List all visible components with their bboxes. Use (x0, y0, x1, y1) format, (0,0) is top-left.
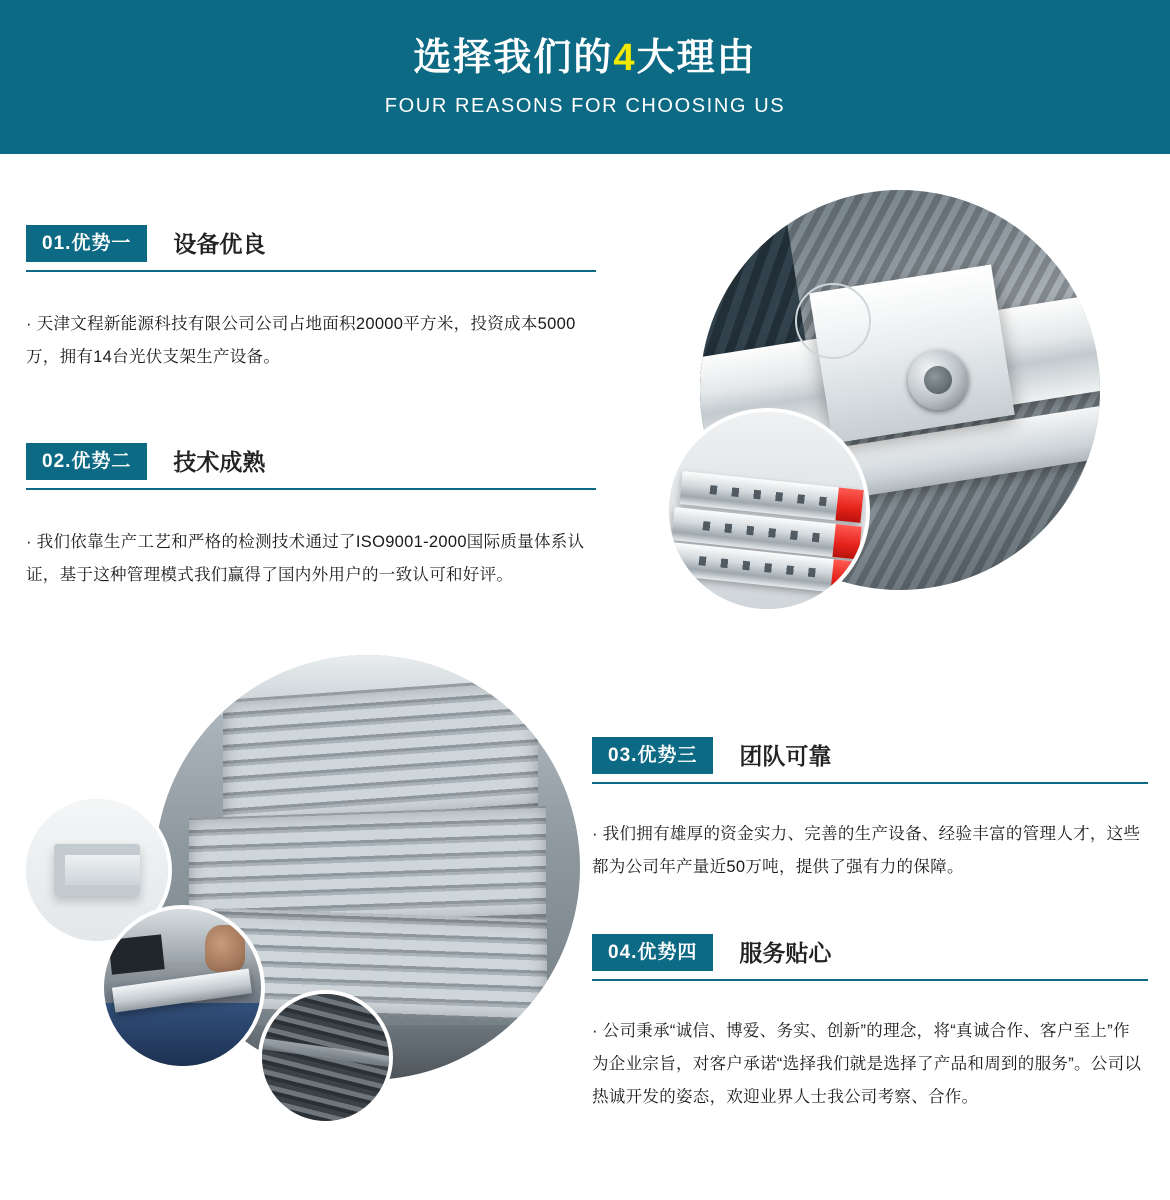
purlin-bundle (223, 678, 538, 827)
reason-block-4 (592, 934, 1148, 1114)
reason-3-rule (592, 782, 1148, 784)
reason-2-tag: 02.优势二 (26, 443, 147, 480)
c-profile-shape (54, 844, 139, 895)
reason-4-rule (592, 979, 1148, 981)
page-title (413, 36, 756, 82)
reason-1-rule (26, 270, 596, 272)
reason-1-tag: 01.优势一 (26, 225, 147, 262)
reason-3-title: 团队可靠 (739, 743, 832, 769)
steel-coil-bundle-photo (258, 990, 393, 1125)
reason-2-head (26, 443, 596, 480)
production-line-photo (100, 905, 265, 1070)
reason-3-text: · 我们拥有雄厚的资金实力、完善的生产设备、经验丰富的管理人才，这些都为公司年产量近50万吨，提供了强有力的保障。 (592, 825, 1141, 876)
reason-2-text: · 我们依靠生产工艺和严格的检测技术通过了ISO9001-2000国际质量体系认证，基于这种管理模式我们赢得了国内外用户的一致认可和好评。 (26, 533, 585, 584)
reason-block-1 (26, 225, 596, 374)
strut-holes (699, 557, 824, 579)
production-line-image (104, 909, 261, 1066)
page-subtitle: FOUR REASONS FOR CHOOSING US (384, 95, 786, 118)
reason-1-text: · 天津文程新能源科技有限公司公司占地面积20000平方米，投资成本5000万，拥有14台光伏支架生产设备。 (26, 315, 576, 366)
strut-red-cap (830, 559, 860, 595)
reason-4-title: 服务贴心 (739, 940, 832, 966)
reason-block-2 (26, 443, 596, 592)
steel-coil-bundle-image (262, 994, 389, 1121)
strut-holes (702, 521, 826, 543)
page-title-suffix: 大理由 (636, 36, 757, 79)
reason-4-tag: 04.优势四 (592, 934, 713, 971)
reason-block-3 (592, 737, 1148, 884)
red-capped-struts-image (669, 412, 866, 609)
page-header (0, 0, 1170, 154)
reason-1-title: 设备优良 (173, 231, 266, 257)
strut-holes (709, 486, 829, 507)
reason-1-head (26, 225, 596, 262)
reason-2-rule (26, 488, 596, 490)
operator-hand (205, 925, 246, 972)
reason-4-head (592, 934, 1148, 971)
machine-housing (109, 935, 166, 975)
reason-3-head (592, 737, 1148, 774)
decor-ring-small (795, 283, 871, 359)
machine-base (104, 1003, 261, 1066)
reason-2-title: 技术成熟 (173, 449, 266, 475)
red-capped-struts-photo (665, 408, 870, 613)
strut-red-cap (835, 488, 864, 524)
page-title-accent: 4 (613, 36, 637, 79)
strut-red-cap (832, 524, 862, 560)
reason-3-tag: 03.优势三 (592, 737, 713, 774)
reason-4-text: · 公司秉承“诚信、博爱、务实、创新”的理念，将“真诚合作、客户至上”作为企业宗旨，对客户承诺“选择我们就是选择了产品和周到的服务”。公司以热诚开发的姿态，欢迎业界人士我公司考察、合作。 (592, 1022, 1142, 1106)
page-title-prefix: 选择我们的 (413, 36, 614, 79)
